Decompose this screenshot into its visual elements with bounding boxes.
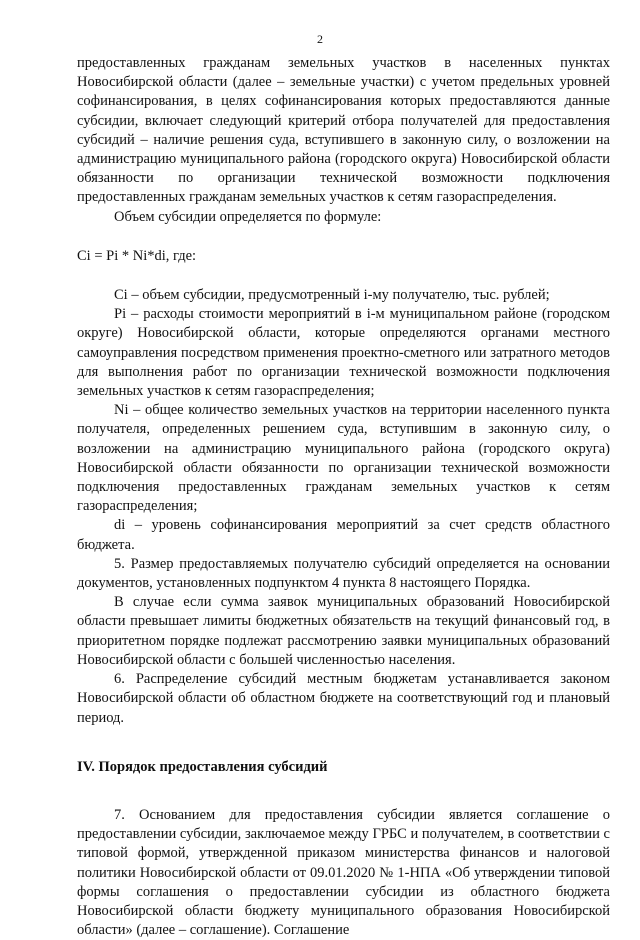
paragraph-criteria: предоставленных гражданам земельных участков в населенных пунктах Новосибирской области (далее – земельные участки) с учетом предельных уровней софинансирования, в целях софинансирования которых предоставляются данные субсидии, включает следующий критерий отбора получателей для предоставления субсидий – наличие решения суда, вступившего в законную силу, о возложении на администрацию муниципального района (городского округа) Новосибирской области обязанности по организации технической возможности подключения предоставленных гражданам земельных участков к сетям газораспределения. [77,55,610,206]
paragraph-item-5: 5. Размер предоставляемых получателю субсидий определяется на основании документов, установленных подпунктом 4 пункта 8 настоящего Порядка. [77,555,610,592]
document-body [77,54,610,940]
paragraph-item-6: 6. Распределение субсидий местным бюджетам устанавливается законом Новосибирской области об областном бюджете на соответствующий год и плановый период. [77,671,610,726]
definition-di: di – уровень софинансирования мероприятий за счет средств областного бюджета. [77,517,610,553]
paragraph-formula-intro: Объем субсидии определяется по формуле: [114,208,382,225]
paragraph-item-7: 7. Основанием для предоставления субсидии является соглашение о предоставлении субсидии, заключаемое между ГРБС и получателем, в соответствии с типовой формой, утвержденной приказом министерства финансов и налоговой политики Новосибирской области от 09.01.2020 № 1-НПА «Об утверждении типовой формы соглашения о предоставлении субсидии из областного бюджета Новосибирской области бюджету муниципального образования Новосибирской области» (далее – соглашение). Соглашение [77,806,610,939]
definition-pi: Pi – расходы стоимости мероприятий в i-м муниципальном районе (городском округе) Новосибирской области, которые определяются органами местного самоуправления посредством применения проектно-сметного или затратного методов для выполнения работ по организации технической возможности подключения земельных участков к сетям газораспределения; [77,306,610,400]
paragraph-priority: В случае если сумма заявок муниципальных образований Новосибирской области превышает лимиты бюджетных обязательств на текущий финансовый год, в приоритетном порядке подлежат рассмотрению заявки муниципальных образований Новосибирской области с большей численностью населения. [77,594,610,668]
definition-ni: Ni – общее количество земельных участков на территории населенного пункта получателя, определенных решением суда, вступившим в законную силу, о возложении на администрацию муниципального района (городского округа) Новосибирской области обязанности по организации технической возможности подключения предоставленных гражданам земельных участков к сетям газораспределения; [77,402,610,515]
formula: Ci = Pi * Ni*di, где: [77,247,197,264]
section-heading: IV. Порядок предоставления субсидий [77,758,328,775]
definition-ci: Ci – объем субсидии, предусмотренный i-му получателю, тыс. рублей; [114,287,550,304]
page-number: 2 [317,32,323,46]
